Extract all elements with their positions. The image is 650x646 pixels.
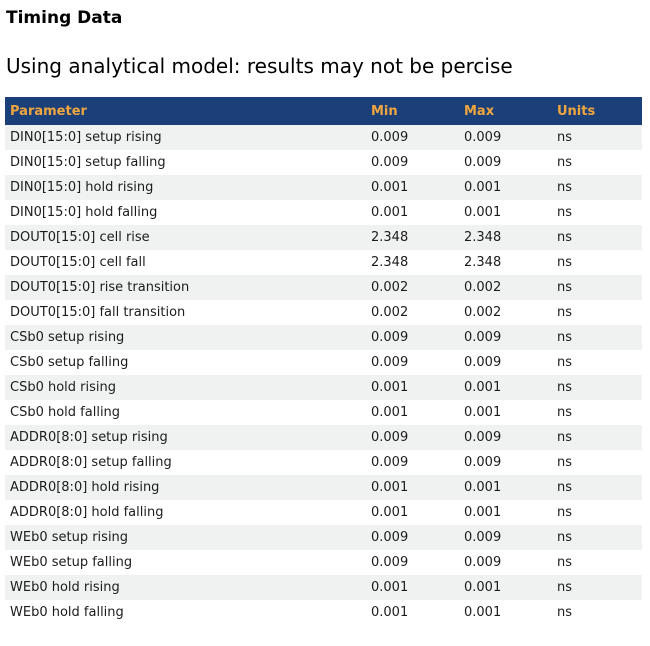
cell-max: 0.009 [464, 430, 502, 446]
cell-min: 0.009 [371, 130, 409, 146]
column-header-max: Max [459, 97, 552, 125]
cell-max: 0.001 [464, 405, 502, 421]
cell-min: 0.001 [371, 205, 409, 221]
table-row [5, 350, 642, 375]
cell-min: 0.001 [371, 605, 409, 621]
page-subtitle: Using analytical model: results may not be percise [6, 54, 513, 79]
cell-max: 0.001 [464, 380, 502, 396]
cell-max: 0.009 [464, 130, 502, 146]
cell-units: ns [557, 380, 573, 396]
cell-units: ns [557, 480, 573, 496]
cell-max: 0.002 [464, 280, 502, 296]
cell-min: 0.009 [371, 355, 409, 371]
table-row [5, 325, 642, 350]
cell-parameter: CSb0 hold rising [10, 380, 117, 396]
cell-parameter: ADDR0[8:0] hold falling [10, 505, 164, 521]
cell-parameter: DIN0[15:0] setup falling [10, 155, 166, 171]
cell-min: 0.001 [371, 580, 409, 596]
cell-min: 0.001 [371, 505, 409, 521]
cell-parameter: CSb0 setup falling [10, 355, 129, 371]
cell-parameter: CSb0 hold falling [10, 405, 121, 421]
table-row [5, 450, 642, 475]
cell-parameter: ADDR0[8:0] setup rising [10, 430, 168, 446]
cell-parameter: WEb0 hold falling [10, 605, 124, 621]
table-row [5, 400, 642, 425]
cell-parameter: ADDR0[8:0] hold rising [10, 480, 160, 496]
cell-max: 0.001 [464, 180, 502, 196]
cell-parameter: ADDR0[8:0] setup falling [10, 455, 172, 471]
cell-min: 2.348 [371, 230, 409, 246]
cell-parameter: DOUT0[15:0] cell fall [10, 255, 146, 271]
cell-units: ns [557, 230, 573, 246]
page-title: Timing Data [6, 8, 123, 28]
table-row [5, 125, 642, 150]
cell-units: ns [557, 530, 573, 546]
cell-max: 0.009 [464, 530, 502, 546]
cell-parameter: DIN0[15:0] setup rising [10, 130, 162, 146]
cell-min: 0.009 [371, 455, 409, 471]
cell-min: 0.001 [371, 380, 409, 396]
cell-min: 0.002 [371, 305, 409, 321]
cell-max: 0.001 [464, 480, 502, 496]
cell-parameter: DOUT0[15:0] fall transition [10, 305, 186, 321]
cell-min: 2.348 [371, 255, 409, 271]
cell-max: 0.009 [464, 555, 502, 571]
cell-max: 0.009 [464, 330, 502, 346]
table-row [5, 250, 642, 275]
cell-units: ns [557, 255, 573, 271]
cell-units: ns [557, 280, 573, 296]
cell-min: 0.009 [371, 155, 409, 171]
cell-parameter: CSb0 setup rising [10, 330, 125, 346]
column-header-min: Min [366, 97, 459, 125]
cell-max: 0.009 [464, 355, 502, 371]
table-row [5, 475, 642, 500]
table-row [5, 500, 642, 525]
cell-units: ns [557, 130, 573, 146]
cell-min: 0.001 [371, 180, 409, 196]
cell-parameter: DIN0[15:0] hold rising [10, 180, 154, 196]
cell-units: ns [557, 205, 573, 221]
column-header-units: Units [552, 97, 642, 125]
cell-units: ns [557, 355, 573, 371]
table-row [5, 300, 642, 325]
cell-units: ns [557, 555, 573, 571]
cell-max: 0.009 [464, 155, 502, 171]
cell-units: ns [557, 155, 573, 171]
cell-parameter: DOUT0[15:0] cell rise [10, 230, 150, 246]
cell-parameter: DOUT0[15:0] rise transition [10, 280, 190, 296]
cell-parameter: DIN0[15:0] hold falling [10, 205, 158, 221]
cell-units: ns [557, 505, 573, 521]
table-row [5, 575, 642, 600]
cell-parameter: WEb0 setup falling [10, 555, 133, 571]
cell-min: 0.009 [371, 330, 409, 346]
cell-max: 0.001 [464, 205, 502, 221]
table-row [5, 225, 642, 250]
cell-max: 0.001 [464, 605, 502, 621]
cell-units: ns [557, 305, 573, 321]
table-row [5, 600, 642, 625]
table-row [5, 150, 642, 175]
cell-min: 0.001 [371, 480, 409, 496]
cell-min: 0.009 [371, 530, 409, 546]
cell-parameter: WEb0 setup rising [10, 530, 129, 546]
cell-units: ns [557, 455, 573, 471]
cell-units: ns [557, 330, 573, 346]
cell-units: ns [557, 405, 573, 421]
cell-parameter: WEb0 hold rising [10, 580, 120, 596]
cell-max: 0.001 [464, 580, 502, 596]
cell-max: 2.348 [464, 255, 502, 271]
table-row [5, 525, 642, 550]
table-row [5, 200, 642, 225]
column-header-parameter: Parameter [5, 97, 366, 125]
table-header-row [5, 97, 642, 125]
table-row [5, 275, 642, 300]
cell-units: ns [557, 605, 573, 621]
table-row [5, 425, 642, 450]
cell-max: 0.001 [464, 505, 502, 521]
cell-units: ns [557, 180, 573, 196]
cell-min: 0.001 [371, 405, 409, 421]
cell-max: 0.002 [464, 305, 502, 321]
timing-data-table [5, 97, 642, 625]
table-body [5, 125, 642, 625]
cell-max: 0.009 [464, 455, 502, 471]
cell-min: 0.009 [371, 555, 409, 571]
table-row [5, 550, 642, 575]
cell-min: 0.009 [371, 430, 409, 446]
table-row [5, 375, 642, 400]
cell-units: ns [557, 580, 573, 596]
table-row [5, 175, 642, 200]
cell-min: 0.002 [371, 280, 409, 296]
cell-max: 2.348 [464, 230, 502, 246]
cell-units: ns [557, 430, 573, 446]
